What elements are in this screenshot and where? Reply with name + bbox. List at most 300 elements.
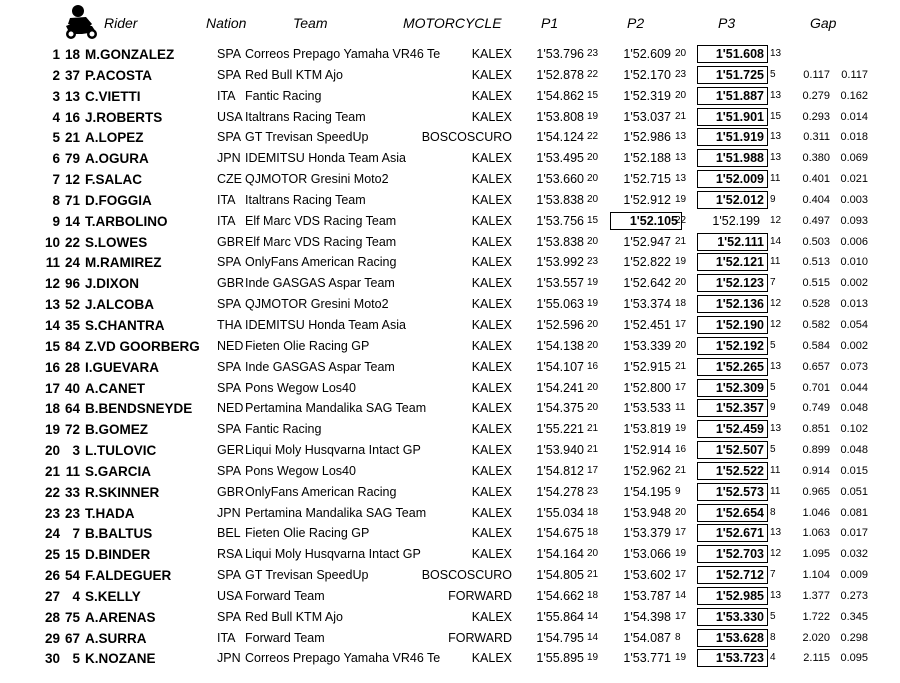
motorcycle: KALEX <box>471 380 512 395</box>
p3-lap: 11 <box>770 464 781 476</box>
rider-number: 54 <box>64 568 80 584</box>
p1-lap: 19 <box>587 110 599 122</box>
rider-name: D.FOGGIA <box>85 192 152 208</box>
gap-to-first: 0.701 <box>802 381 830 394</box>
team-name: Fieten Olie Racing GP <box>245 526 370 541</box>
p2-lap: 14 <box>675 589 687 601</box>
team-name: Pertamina Mandalika SAG Team <box>245 505 427 520</box>
position: 15 <box>44 338 60 354</box>
gap-to-first: 1.722 <box>802 610 830 623</box>
table-row <box>0 336 900 357</box>
p1-time: 1'54.862 <box>536 88 584 103</box>
rider-name: T.HADA <box>85 505 135 521</box>
p1-time: 1'54.805 <box>536 568 584 583</box>
p2-lap: 19 <box>675 423 687 435</box>
nation: SPA <box>217 359 242 374</box>
p1-lap: 23 <box>587 256 599 268</box>
rider-number: 11 <box>65 463 80 479</box>
p1-lap: 21 <box>587 423 599 435</box>
nation: SPA <box>217 297 242 312</box>
p3-time: 1'52.199 <box>712 213 760 228</box>
p1-time: 1'55.034 <box>536 505 584 520</box>
p3-lap: 9 <box>770 402 776 414</box>
team-name: GT Trevisan SpeedUp <box>245 130 369 145</box>
rider-name: L.TULOVIC <box>85 443 157 459</box>
team-name: Liqui Moly Husqvarna Intact GP <box>245 547 421 562</box>
team-name: IDEMITSU Honda Team Asia <box>245 151 406 166</box>
nation: GBR <box>217 234 245 249</box>
gap-to-previous: 0.018 <box>840 131 868 144</box>
gap-to-previous: 0.102 <box>840 423 868 436</box>
gap-to-previous: 0.298 <box>840 631 868 644</box>
p1-time: 1'54.241 <box>536 380 584 395</box>
nation: NED <box>217 338 244 353</box>
team-name: Pertamina Mandalika SAG Team <box>245 401 427 416</box>
p2-time: 1'53.379 <box>623 526 671 541</box>
p2-time: 1'54.087 <box>623 630 671 645</box>
nation: SPA <box>217 422 242 437</box>
p2-lap: 21 <box>675 235 687 247</box>
p3-lap: 8 <box>770 506 776 518</box>
nation: JPN <box>217 151 241 166</box>
gap-to-first: 0.503 <box>802 235 830 248</box>
p1-time: 1'53.808 <box>536 109 584 124</box>
p3-time: 1'52.111 <box>697 233 768 251</box>
gap-to-first: 0.293 <box>802 110 830 123</box>
motorcycle: KALEX <box>471 651 512 666</box>
rider-number: 14 <box>64 213 80 229</box>
p1-lap: 15 <box>587 214 599 226</box>
rider-number: 72 <box>64 422 80 438</box>
rider-name: R.SKINNER <box>85 484 160 500</box>
table-row <box>0 127 900 148</box>
gap-to-previous: 0.048 <box>840 402 868 415</box>
gap-to-first: 1.046 <box>802 506 830 519</box>
nation: SPA <box>217 130 242 145</box>
gap-to-first: 0.582 <box>802 318 830 331</box>
rider-number: 40 <box>64 380 80 396</box>
col-p2: P2 <box>627 15 645 31</box>
p2-time: 1'52.915 <box>623 359 671 374</box>
p3-time: 1'53.723 <box>697 649 768 667</box>
gap-to-previous: 0.013 <box>840 298 868 311</box>
motorcycle: KALEX <box>471 526 512 541</box>
p2-lap: 18 <box>675 298 687 310</box>
gap-to-first: 0.657 <box>802 360 830 373</box>
table-row <box>0 628 900 649</box>
table-row <box>0 378 900 399</box>
rider-name: M.GONZALEZ <box>85 47 175 62</box>
position: 2 <box>52 67 60 83</box>
nation: USA <box>217 588 243 603</box>
rider-name: S.GARCIA <box>85 463 152 479</box>
gap-to-previous: 0.093 <box>840 214 868 227</box>
rider-name: A.OGURA <box>85 151 149 167</box>
p2-time: 1'52.642 <box>623 276 671 291</box>
motorcycle: KALEX <box>471 213 512 228</box>
p3-lap: 7 <box>770 569 776 581</box>
col-gap: Gap <box>810 15 837 31</box>
gap-to-previous: 0.117 <box>841 68 868 81</box>
p1-time: 1'55.864 <box>536 609 584 624</box>
position: 9 <box>52 213 60 229</box>
p3-time: 1'52.309 <box>697 379 768 397</box>
rider-name: F.SALAC <box>85 172 142 188</box>
p2-lap: 11 <box>675 402 686 414</box>
p3-time: 1'51.988 <box>697 149 768 167</box>
p1-lap: 14 <box>587 631 599 643</box>
p3-time: 1'53.330 <box>697 608 768 626</box>
position: 8 <box>52 192 60 208</box>
rider-number: 15 <box>64 547 80 563</box>
rider-name: A.ARENAS <box>85 609 156 625</box>
rider-name: B.BENDSNEYDE <box>85 401 193 417</box>
table-row <box>0 607 900 628</box>
team-name: Inde GASGAS Aspar Team <box>245 359 395 374</box>
table-row <box>0 65 900 86</box>
gap-to-previous: 0.162 <box>840 89 868 102</box>
p2-lap: 13 <box>675 152 687 164</box>
gap-to-previous: 0.002 <box>840 277 868 290</box>
motorcycle: BOSCOSCURO <box>421 130 512 145</box>
position: 16 <box>44 359 60 375</box>
col-p1: P1 <box>541 15 559 31</box>
rider-name: D.BINDER <box>85 547 151 563</box>
p3-lap: 5 <box>770 610 776 622</box>
results-table <box>0 44 900 669</box>
p1-lap: 20 <box>587 381 599 393</box>
gap-to-previous: 0.273 <box>840 589 868 602</box>
team-name: Correos Prepago Yamaha VR46 Te <box>245 651 441 666</box>
p2-lap: 17 <box>675 381 687 393</box>
p2-time: 1'53.602 <box>623 568 671 583</box>
rider-number: 79 <box>64 151 80 167</box>
gap-to-previous: 0.073 <box>840 360 868 373</box>
nation: GBR <box>217 276 245 291</box>
p1-time: 1'53.756 <box>536 213 584 228</box>
team-name: Elf Marc VDS Racing Team <box>245 234 397 249</box>
position: 18 <box>44 401 60 417</box>
position: 23 <box>44 505 60 521</box>
p1-lap: 20 <box>587 339 599 351</box>
p1-time: 1'53.796 <box>536 47 584 61</box>
motorcycle: KALEX <box>471 151 512 166</box>
gap-to-first: 0.311 <box>803 131 830 144</box>
rider-number: 7 <box>72 526 80 542</box>
rider-number: 5 <box>72 651 80 667</box>
motorcycle: KALEX <box>471 234 512 249</box>
p1-time: 1'54.164 <box>536 547 584 562</box>
gap-to-first: 0.515 <box>802 277 830 290</box>
nation: SPA <box>217 463 242 478</box>
p1-time: 1'53.992 <box>536 255 584 270</box>
p3-lap: 13 <box>770 527 782 539</box>
gap-to-first: 0.965 <box>802 485 830 498</box>
rider-name: F.ALDEGUER <box>85 568 172 584</box>
nation: BEL <box>217 526 241 541</box>
nation: RSA <box>217 547 243 562</box>
rider-number: 21 <box>64 130 80 146</box>
p3-lap: 15 <box>770 110 782 122</box>
p2-time: 1'53.374 <box>623 297 671 312</box>
table-row <box>0 86 900 107</box>
p3-lap: 13 <box>770 89 782 101</box>
rider-number: 33 <box>64 484 80 500</box>
rider-number: 4 <box>72 588 80 604</box>
p3-time: 1'52.573 <box>697 483 768 501</box>
motorcycle: KALEX <box>471 547 512 562</box>
team-name: Inde GASGAS Aspar Team <box>245 276 395 291</box>
gap-to-first: 0.528 <box>802 298 830 311</box>
rider-number: 71 <box>64 192 80 208</box>
p2-lap: 21 <box>675 360 687 372</box>
p1-time: 1'52.878 <box>536 67 584 82</box>
p2-lap: 16 <box>675 444 687 456</box>
p1-time: 1'54.138 <box>536 338 584 353</box>
position: 30 <box>44 651 60 667</box>
p2-lap: 17 <box>675 527 687 539</box>
p1-lap: 17 <box>587 464 599 476</box>
team-name: OnlyFans American Racing <box>245 484 397 499</box>
gap-to-previous: 0.054 <box>840 318 868 331</box>
gap-to-first: 0.584 <box>802 339 830 352</box>
table-row <box>0 482 900 503</box>
position: 1 <box>52 47 60 62</box>
p3-time: 1'52.357 <box>697 399 768 417</box>
position: 19 <box>44 422 60 438</box>
p2-time: 1'52.319 <box>623 88 671 103</box>
motorcycle: KALEX <box>471 463 512 478</box>
team-name: Italtrans Racing Team <box>245 192 366 207</box>
p3-time: 1'52.654 <box>697 504 768 522</box>
motorcycle: KALEX <box>471 401 512 416</box>
gap-to-first: 0.404 <box>802 193 830 206</box>
team-name: Forward Team <box>245 588 325 603</box>
gap-to-previous: 0.081 <box>840 506 868 519</box>
p2-lap: 17 <box>675 569 687 581</box>
p1-lap: 20 <box>587 152 599 164</box>
p1-lap: 15 <box>587 89 599 101</box>
p2-time: 1'52.800 <box>623 380 671 395</box>
p1-lap: 16 <box>587 360 599 372</box>
p1-lap: 18 <box>587 589 599 601</box>
nation: ITA <box>217 630 236 645</box>
rider-number: 84 <box>64 338 80 354</box>
p3-lap: 11 <box>770 256 781 268</box>
p3-time: 1'52.190 <box>697 316 768 334</box>
team-name: Italtrans Racing Team <box>245 109 366 124</box>
p1-lap: 18 <box>587 527 599 539</box>
p1-lap: 22 <box>587 131 599 143</box>
rider-name: J.DIXON <box>85 276 140 292</box>
p2-time: 1'52.105 <box>610 212 682 230</box>
team-name: Pons Wegow Los40 <box>245 463 356 478</box>
gap-to-first: 0.401 <box>802 173 830 186</box>
gap-to-first: 1.095 <box>802 548 830 561</box>
gap-to-previous: 0.051 <box>840 485 868 498</box>
team-name: Correos Prepago Yamaha VR46 Te <box>245 47 441 61</box>
position: 4 <box>52 109 60 125</box>
gap-to-previous: 0.015 <box>840 464 868 477</box>
motorcycle: KALEX <box>471 192 512 207</box>
rider-name: S.LOWES <box>85 234 148 250</box>
rider-name: C.VIETTI <box>85 88 141 104</box>
gap-to-first: 0.279 <box>802 89 830 102</box>
p1-lap: 19 <box>587 652 599 664</box>
p2-lap: 22 <box>675 214 687 226</box>
p3-time: 1'52.507 <box>697 441 768 459</box>
p1-time: 1'53.557 <box>536 276 584 291</box>
p3-time: 1'51.919 <box>697 128 768 146</box>
p2-time: 1'54.398 <box>623 609 671 624</box>
p3-time: 1'51.901 <box>697 108 768 126</box>
rider-number: 96 <box>64 276 80 292</box>
table-row <box>0 252 900 273</box>
p1-lap: 20 <box>587 235 599 247</box>
p1-lap: 19 <box>587 298 599 310</box>
p3-lap: 11 <box>770 173 781 185</box>
p3-time: 1'52.265 <box>697 358 768 376</box>
nation: CZE <box>217 172 242 187</box>
table-row <box>0 648 900 669</box>
team-name: Pons Wegow Los40 <box>245 380 356 395</box>
p2-time: 1'53.066 <box>623 547 671 562</box>
motorcycle: KALEX <box>471 47 512 61</box>
position: 5 <box>52 130 60 146</box>
table-row <box>0 273 900 294</box>
nation: ITA <box>217 192 236 207</box>
gap-to-previous: 0.044 <box>840 381 868 394</box>
team-name: QJMOTOR Gresini Moto2 <box>245 297 389 312</box>
p2-time: 1'52.170 <box>623 67 671 82</box>
nation: USA <box>217 109 243 124</box>
team-name: Elf Marc VDS Racing Team <box>245 213 397 228</box>
p1-time: 1'55.063 <box>536 297 584 312</box>
p3-time: 1'52.522 <box>697 462 768 480</box>
table-row <box>0 169 900 190</box>
motorcycle: KALEX <box>471 505 512 520</box>
gap-to-previous: 0.009 <box>840 569 868 582</box>
table-row <box>0 565 900 586</box>
p1-lap: 20 <box>587 193 599 205</box>
p2-lap: 17 <box>675 610 687 622</box>
p2-time: 1'52.609 <box>623 47 671 61</box>
team-name: Red Bull KTM Ajo <box>245 67 343 82</box>
p1-time: 1'54.107 <box>536 359 584 374</box>
gap-to-first: 0.117 <box>803 68 830 81</box>
gap-to-previous: 0.095 <box>840 652 868 665</box>
col-motorcycle: MOTORCYCLE <box>403 15 502 31</box>
p2-time: 1'52.912 <box>623 192 671 207</box>
p3-lap: 9 <box>770 193 776 205</box>
p3-time: 1'52.671 <box>697 524 768 542</box>
p2-time: 1'53.037 <box>623 109 671 124</box>
team-name: Fantic Racing <box>245 422 322 437</box>
nation: JPN <box>217 505 241 520</box>
rider-number: 16 <box>64 109 80 125</box>
table-row <box>0 523 900 544</box>
gap-to-previous: 0.032 <box>840 548 868 561</box>
rider-number: 13 <box>64 88 80 104</box>
table-row <box>0 232 900 253</box>
motorcycle: KALEX <box>471 67 512 82</box>
p2-lap: 19 <box>675 193 687 205</box>
p2-lap: 17 <box>675 318 687 330</box>
motorcycle: KALEX <box>471 359 512 374</box>
p2-time: 1'54.195 <box>623 484 671 499</box>
gap-to-first: 2.020 <box>802 631 830 644</box>
nation: NED <box>217 401 244 416</box>
rider-number: 75 <box>64 609 80 625</box>
gap-to-first: 0.380 <box>802 152 830 165</box>
col-rider: Rider <box>104 15 138 31</box>
table-row <box>0 398 900 419</box>
position: 27 <box>44 588 60 604</box>
gap-to-first: 1.377 <box>802 589 830 602</box>
position: 25 <box>44 547 60 563</box>
p2-time: 1'52.822 <box>623 255 671 270</box>
table-row <box>0 544 900 565</box>
motorcycle: KALEX <box>471 276 512 291</box>
col-nation: Nation <box>206 15 247 31</box>
p3-time: 1'52.192 <box>697 337 768 355</box>
p2-lap: 20 <box>675 48 687 59</box>
team-name: GT Trevisan SpeedUp <box>245 568 369 583</box>
p3-time: 1'52.703 <box>697 545 768 563</box>
p2-time: 1'53.533 <box>623 401 671 416</box>
p3-lap: 13 <box>770 360 782 372</box>
gap-to-first: 0.749 <box>802 402 830 415</box>
table-row <box>0 461 900 482</box>
p1-time: 1'55.895 <box>536 651 584 666</box>
gap-to-previous: 0.014 <box>840 110 868 123</box>
rider-name: A.SURRA <box>85 630 147 646</box>
p3-lap: 8 <box>770 631 776 643</box>
rider-number: 52 <box>64 297 80 313</box>
position: 22 <box>44 484 60 500</box>
nation: THA <box>217 317 242 332</box>
table-row <box>0 211 900 232</box>
rider-name: B.BALTUS <box>85 526 153 542</box>
p3-lap: 13 <box>770 131 782 143</box>
position: 6 <box>52 151 60 167</box>
p3-time: 1'52.136 <box>697 295 768 313</box>
p2-time: 1'52.914 <box>623 443 671 458</box>
nation: SPA <box>217 609 242 624</box>
team-name: Red Bull KTM Ajo <box>245 609 343 624</box>
rider-number: 22 <box>64 234 80 250</box>
p2-lap: 9 <box>675 485 681 497</box>
p3-lap: 13 <box>770 589 782 601</box>
p1-time: 1'53.495 <box>536 151 584 166</box>
p2-lap: 20 <box>675 339 687 351</box>
gap-to-previous: 0.345 <box>840 610 868 623</box>
rider-name: T.ARBOLINO <box>85 213 168 229</box>
gap-to-previous: 0.048 <box>840 444 868 457</box>
gap-to-first: 2.115 <box>803 652 830 665</box>
rider-number: 23 <box>64 505 80 521</box>
rider-name: S.CHANTRA <box>85 317 165 333</box>
rider-number: 67 <box>64 630 80 646</box>
p2-time: 1'53.948 <box>623 505 671 520</box>
p1-lap: 21 <box>587 569 599 581</box>
table-row <box>0 586 900 607</box>
nation: ITA <box>217 88 236 103</box>
rider-name: J.ROBERTS <box>85 109 163 125</box>
p2-time: 1'53.771 <box>623 651 671 666</box>
rider-name: I.GUEVARA <box>85 359 160 375</box>
nation: SPA <box>217 255 242 270</box>
